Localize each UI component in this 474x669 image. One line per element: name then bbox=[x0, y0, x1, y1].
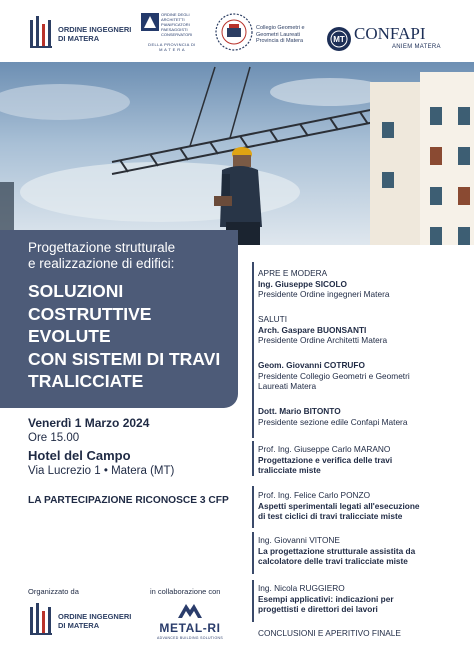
footer-ordine-ingegneri-logo bbox=[28, 603, 138, 639]
open-role: Presidente Ordine ingegneri Matera bbox=[258, 289, 390, 299]
ordine-architetti-emblem-icon bbox=[140, 12, 160, 34]
confapi-name: CONFAPI bbox=[354, 24, 426, 43]
main-title-line3: EVOLUTE bbox=[28, 326, 111, 346]
program-opening bbox=[258, 268, 470, 300]
main-title-line4: CON SISTEMI DI TRAVI bbox=[28, 348, 221, 369]
cfp-notice: LA PARTECIPAZIONE RICONOSCE 3 CFP bbox=[28, 495, 229, 506]
footer-ordine-ingegneri-emblem-icon bbox=[28, 603, 56, 639]
greet2-name: Geom. Giovanni COTRUFO bbox=[258, 360, 365, 370]
talk4-speaker: Ing. Nicola RUGGIERO bbox=[258, 583, 345, 593]
title-intro bbox=[28, 240, 233, 272]
main-title-line2: COSTRUTTIVE bbox=[28, 303, 152, 324]
talk4-title2: progettisti e direttori dei lavori bbox=[258, 604, 378, 614]
confapi-sub: ANIEM MATERA bbox=[392, 44, 441, 50]
ordine-ingegneri-line2: DI MATERA bbox=[58, 34, 100, 43]
collaboration-label: in collaborazione con bbox=[150, 587, 221, 596]
footer-ordine-line1: ORDINE INGEGNERI bbox=[58, 612, 132, 621]
ordine-architetti-city: M A T E R A bbox=[159, 47, 185, 52]
main-title-line1: SOLUZIONI bbox=[28, 281, 124, 301]
program-talk-4 bbox=[258, 583, 470, 615]
open-name: Ing. Giuseppe SICOLO bbox=[258, 278, 347, 289]
program-talk-2 bbox=[258, 490, 470, 522]
open-label: APRE E MODERA bbox=[258, 268, 328, 278]
title-intro-line1: Progettazione strutturale bbox=[28, 240, 176, 255]
ordine-ingegneri-line1: ORDINE INGEGNERI bbox=[58, 25, 132, 34]
metal-ri-sub: ADVANCED BUILDING SOLUTIONS bbox=[157, 636, 223, 640]
metal-ri-name: METAL-RI bbox=[159, 621, 221, 635]
ordine-architetti-line4: PAESAGGISTI bbox=[161, 27, 188, 32]
header-logos bbox=[0, 0, 474, 62]
ordine-architetti-logo bbox=[140, 12, 204, 54]
talk1-title1: Progettazione e verifica delle travi bbox=[258, 454, 393, 465]
ordine-ingegneri-logo bbox=[28, 16, 132, 52]
collegio-geometri-logo bbox=[214, 12, 318, 54]
footer-ordine-line2: DI MATERA bbox=[58, 621, 100, 630]
talk3-title1: La progettazione strutturale assistita da bbox=[258, 545, 416, 556]
event-address: Via Lucrezio 1 • Matera (MT) bbox=[28, 465, 175, 477]
organized-by-label: Organizzato da bbox=[28, 587, 79, 596]
greet3-name: Dott. Mario BITONTO bbox=[258, 406, 341, 416]
event-time: Ore 15.00 bbox=[28, 432, 80, 444]
program-divider-talk4 bbox=[252, 580, 254, 622]
main-title-line5: TRALICCIATE bbox=[28, 371, 144, 391]
talk1-title2: tralicciate miste bbox=[258, 465, 321, 475]
program-greetings bbox=[258, 314, 470, 346]
metal-ri-logo bbox=[152, 600, 228, 644]
main-title bbox=[28, 280, 236, 393]
collegio-geometri-line3: Provincia di Matera bbox=[256, 38, 304, 44]
greet-label: SALUTI bbox=[258, 314, 288, 324]
ordine-architetti-line1: ORDINE DEGLI bbox=[161, 12, 190, 17]
talk4-title1: Esempi applicativi: indicazioni per bbox=[258, 593, 394, 604]
ordine-architetti-line2: ARCHITETTI bbox=[161, 17, 185, 22]
ordine-ingegneri-emblem-icon bbox=[28, 16, 56, 52]
greet1-name: Arch. Gaspare BUONSANTI bbox=[258, 324, 367, 335]
program-divider-main bbox=[252, 262, 254, 438]
ordine-architetti-sub: DELLA PROVINCIA DI bbox=[148, 42, 196, 47]
talk2-title2: di test ciclici di travi tralicciate miste bbox=[258, 511, 403, 521]
talk2-title1: Aspetti sperimentali legati all'esecuzione bbox=[258, 500, 420, 511]
closing-text: CONCLUSIONI E APERITIVO FINALE bbox=[258, 628, 401, 638]
svg-text:MT: MT bbox=[333, 35, 345, 44]
program-talk-1 bbox=[258, 444, 470, 476]
program-greeting-2 bbox=[258, 360, 470, 392]
collegio-geometri-emblem-icon bbox=[214, 12, 254, 52]
greet3-role: Presidente sezione edile Confapi Matera bbox=[258, 416, 408, 427]
program-talk-3 bbox=[258, 535, 470, 567]
talk3-title2: calcolatore delle travi tralicciate miste bbox=[258, 556, 408, 566]
metal-ri-emblem-icon bbox=[152, 600, 228, 620]
program-divider-talk1 bbox=[252, 441, 254, 476]
program-closing bbox=[258, 628, 470, 639]
greet2-role2: Laureati Matera bbox=[258, 381, 317, 391]
confapi-emblem-icon bbox=[326, 26, 352, 52]
greet2-role1: Presidente Collegio Geometri e Geometri bbox=[258, 370, 410, 381]
program-divider-talk3 bbox=[252, 532, 254, 574]
event-details bbox=[28, 416, 243, 479]
collegio-geometri-line1: Collegio Geometri e bbox=[256, 25, 305, 31]
program-divider-talk2 bbox=[252, 486, 254, 528]
title-intro-line2: e realizzazione di edifici: bbox=[28, 256, 175, 271]
collegio-geometri-line2: Geometri Laureati bbox=[256, 31, 301, 38]
greet1-role: Presidente Ordine Architetti Matera bbox=[258, 335, 388, 345]
title-panel bbox=[0, 230, 238, 408]
program-greeting-3 bbox=[258, 406, 470, 427]
talk1-speaker: Prof. Ing. Giuseppe Carlo MARANO bbox=[258, 444, 391, 454]
construction-photo bbox=[0, 62, 474, 245]
ordine-architetti-line3: PIANIFICATORI bbox=[161, 22, 190, 27]
crane-worker-illustration bbox=[0, 62, 474, 245]
event-date: Venerdì 1 Marzo 2024 bbox=[28, 416, 150, 430]
talk3-speaker: Ing. Giovanni VITONE bbox=[258, 535, 340, 545]
talk2-speaker: Prof. Ing. Felice Carlo PONZO bbox=[258, 490, 371, 500]
ordine-architetti-line5: CONSERVATORI bbox=[161, 32, 193, 37]
event-venue: Hotel del Campo bbox=[28, 448, 131, 463]
confapi-logo bbox=[326, 26, 446, 54]
